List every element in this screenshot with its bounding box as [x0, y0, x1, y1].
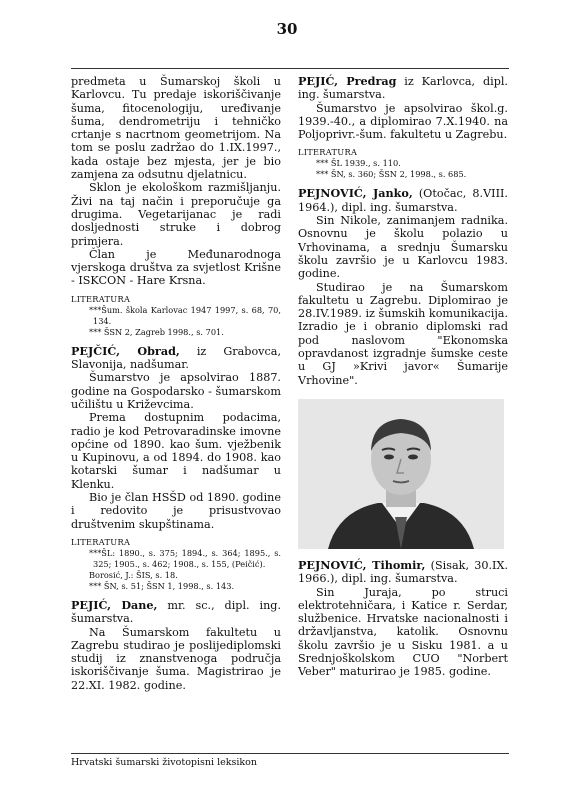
literature-item: *** ŠN, s. 51; ŠSN 1, 1998., s. 143. — [89, 580, 235, 591]
page-number: 30 — [276, 20, 298, 38]
portrait-photo — [298, 399, 504, 549]
entry-description: iz Grabovca, Slavonija, nadšumar. — [71, 344, 281, 372]
literature-item: *** ŠN, s. 360; ŠSN 2, 1998., s. 685. — [316, 169, 467, 180]
entry-heading — [71, 345, 281, 372]
literature-block — [298, 147, 508, 180]
paragraph: Sin Nikole, zanimanjem radnika. Osnovnu je školu polazio u Vrhovinama, a srednju Šumarsku školu završio je u Karlovcu 1983. godine. — [298, 214, 508, 281]
paragraph: Šumarstvo je apsolvirao škol.g. 1939.-40., a diplomirao 7.X.1940. na Poljoprivr.-šum. fakultetu u Zagrebu. — [298, 101, 508, 142]
literature-item: ***ŠL: 1890., s. 375; 1894., s. 364; 1895., s. 325; 1905., s. 462; 1908., s. 155, (Peičić). — [89, 547, 281, 569]
literature-item: *** ŠL 1939., s. 110. — [316, 158, 401, 169]
entry-heading — [298, 559, 508, 586]
entry-name: PEJNOVIĆ, Tihomir, — [298, 557, 426, 572]
paragraph: Sklon je ekološkom razmišljanju. Živi na taj način i preporučuje ga drugima. Vegetarijanac je radi dosljednosti struke i dobrog primjera. — [71, 181, 281, 248]
literature-label: LITERATURA — [71, 293, 131, 304]
entry-heading — [298, 187, 508, 214]
entry-description: (Otočac, 8.VIII. 1964.), dipl. ing. šumarstva. — [298, 187, 508, 214]
entry-name: PEJNOVIĆ, Janko, — [298, 186, 413, 201]
entry-description: mr. sc., dipl. ing. šumarstva. — [71, 598, 281, 626]
paragraph: Studirao je na Šumarskom fakultetu u Zagrebu. Diplomirao je 28.IV.1989. iz šumskih komunikacija. Izradio je i obranio diplomski rad pod naslovom "Ekonomska opravdanost izgradnje šumske ceste u GJ »Krivi javor« Šumarije Vrhovine". — [298, 280, 509, 387]
intro-paragraph: predmeta u Šumarskoj školi u Karlovcu. Tu predaje iskoriščivanje šuma, fitocenologiju, uređivanje šuma, dendrometriju i tehničko crtanje s nacrtnom geometrijom. Na tom se poslu zadržao do 1.IX.1997., kada ostaje bez mjesta, jer je bio zamjena za odsutnu djelatnicu. — [71, 75, 281, 182]
literature-label: LITERATURA — [71, 536, 131, 547]
literature-label: LITERATURA — [298, 147, 358, 158]
entry-heading — [71, 599, 281, 626]
paragraph: Šumarstvo je apsolvirao 1887. godine na Gospodarsko - šumarskom učilištu u Križevcima. — [71, 371, 281, 411]
entry-name: PEJIĆ, Dane, — [71, 597, 158, 612]
paragraph: Prema dostupnim podacima, radio je kod Petrovaradinske imovne općine od 1890. kao šum. vježbenik u Kupinovu, a od 1894. do 1908. kao kotarski šumar i nadšumar u Klenku. — [71, 411, 281, 491]
right-column — [298, 75, 508, 679]
paragraph: Bio je član HSŠD od 1890. godine i redovito je prisustvovao društvenim skupštinama. — [71, 491, 281, 531]
paragraph: Član je Međunarodnoga vjerskoga društva za svjetlost Krišne - ISKCON - Hare Krsna. — [71, 247, 281, 288]
literature-item: *** ŠSN 2, Zagreb 1998., s. 701. — [89, 326, 224, 337]
literature-block — [71, 537, 281, 592]
left-column — [71, 75, 281, 692]
entry-description: (Sisak, 30.IX. 1966.), dipl. ing. šumarstva. — [298, 558, 508, 586]
literature-item: ***Šum. škola Karlovac 1947 1997, s. 68, 70, 134. — [89, 304, 281, 326]
footer-text: Hrvatski šumarski životopisni leksikon — [71, 757, 258, 768]
entry-name: PEJČIĆ, Obrad, — [71, 343, 180, 358]
paragraph: Sin Juraja, po struci elektrotehničara, i Katice r. Serdar, službenice. Hrvatske nacionalnosti i državljanstva, katolik. Osnovnu školu završio je u Sisku 1981. a u Srednjoškolskom CUO "Norbert Veber" maturirao je 1985. godine. — [298, 585, 508, 679]
footer-rule — [71, 753, 509, 754]
literature-item: Borosić, J.: ŠIS, s. 18. — [89, 569, 178, 580]
entry-description: iz Karlovca, dipl. ing. šumarstva. — [298, 75, 508, 102]
entry-heading — [298, 75, 508, 102]
literature-block — [71, 294, 281, 338]
portrait-illustration — [298, 399, 504, 549]
entry-name: PEJIĆ, Predrag — [298, 74, 397, 88]
header-rule — [71, 68, 509, 69]
paragraph: Na Šumarskom fakultetu u Zagrebu studirao je poslijediplomski studij iz znanstvenoga područja iskoriščivanje šuma. Magistrirao je 22.XI. 1982. godine. — [71, 625, 281, 692]
